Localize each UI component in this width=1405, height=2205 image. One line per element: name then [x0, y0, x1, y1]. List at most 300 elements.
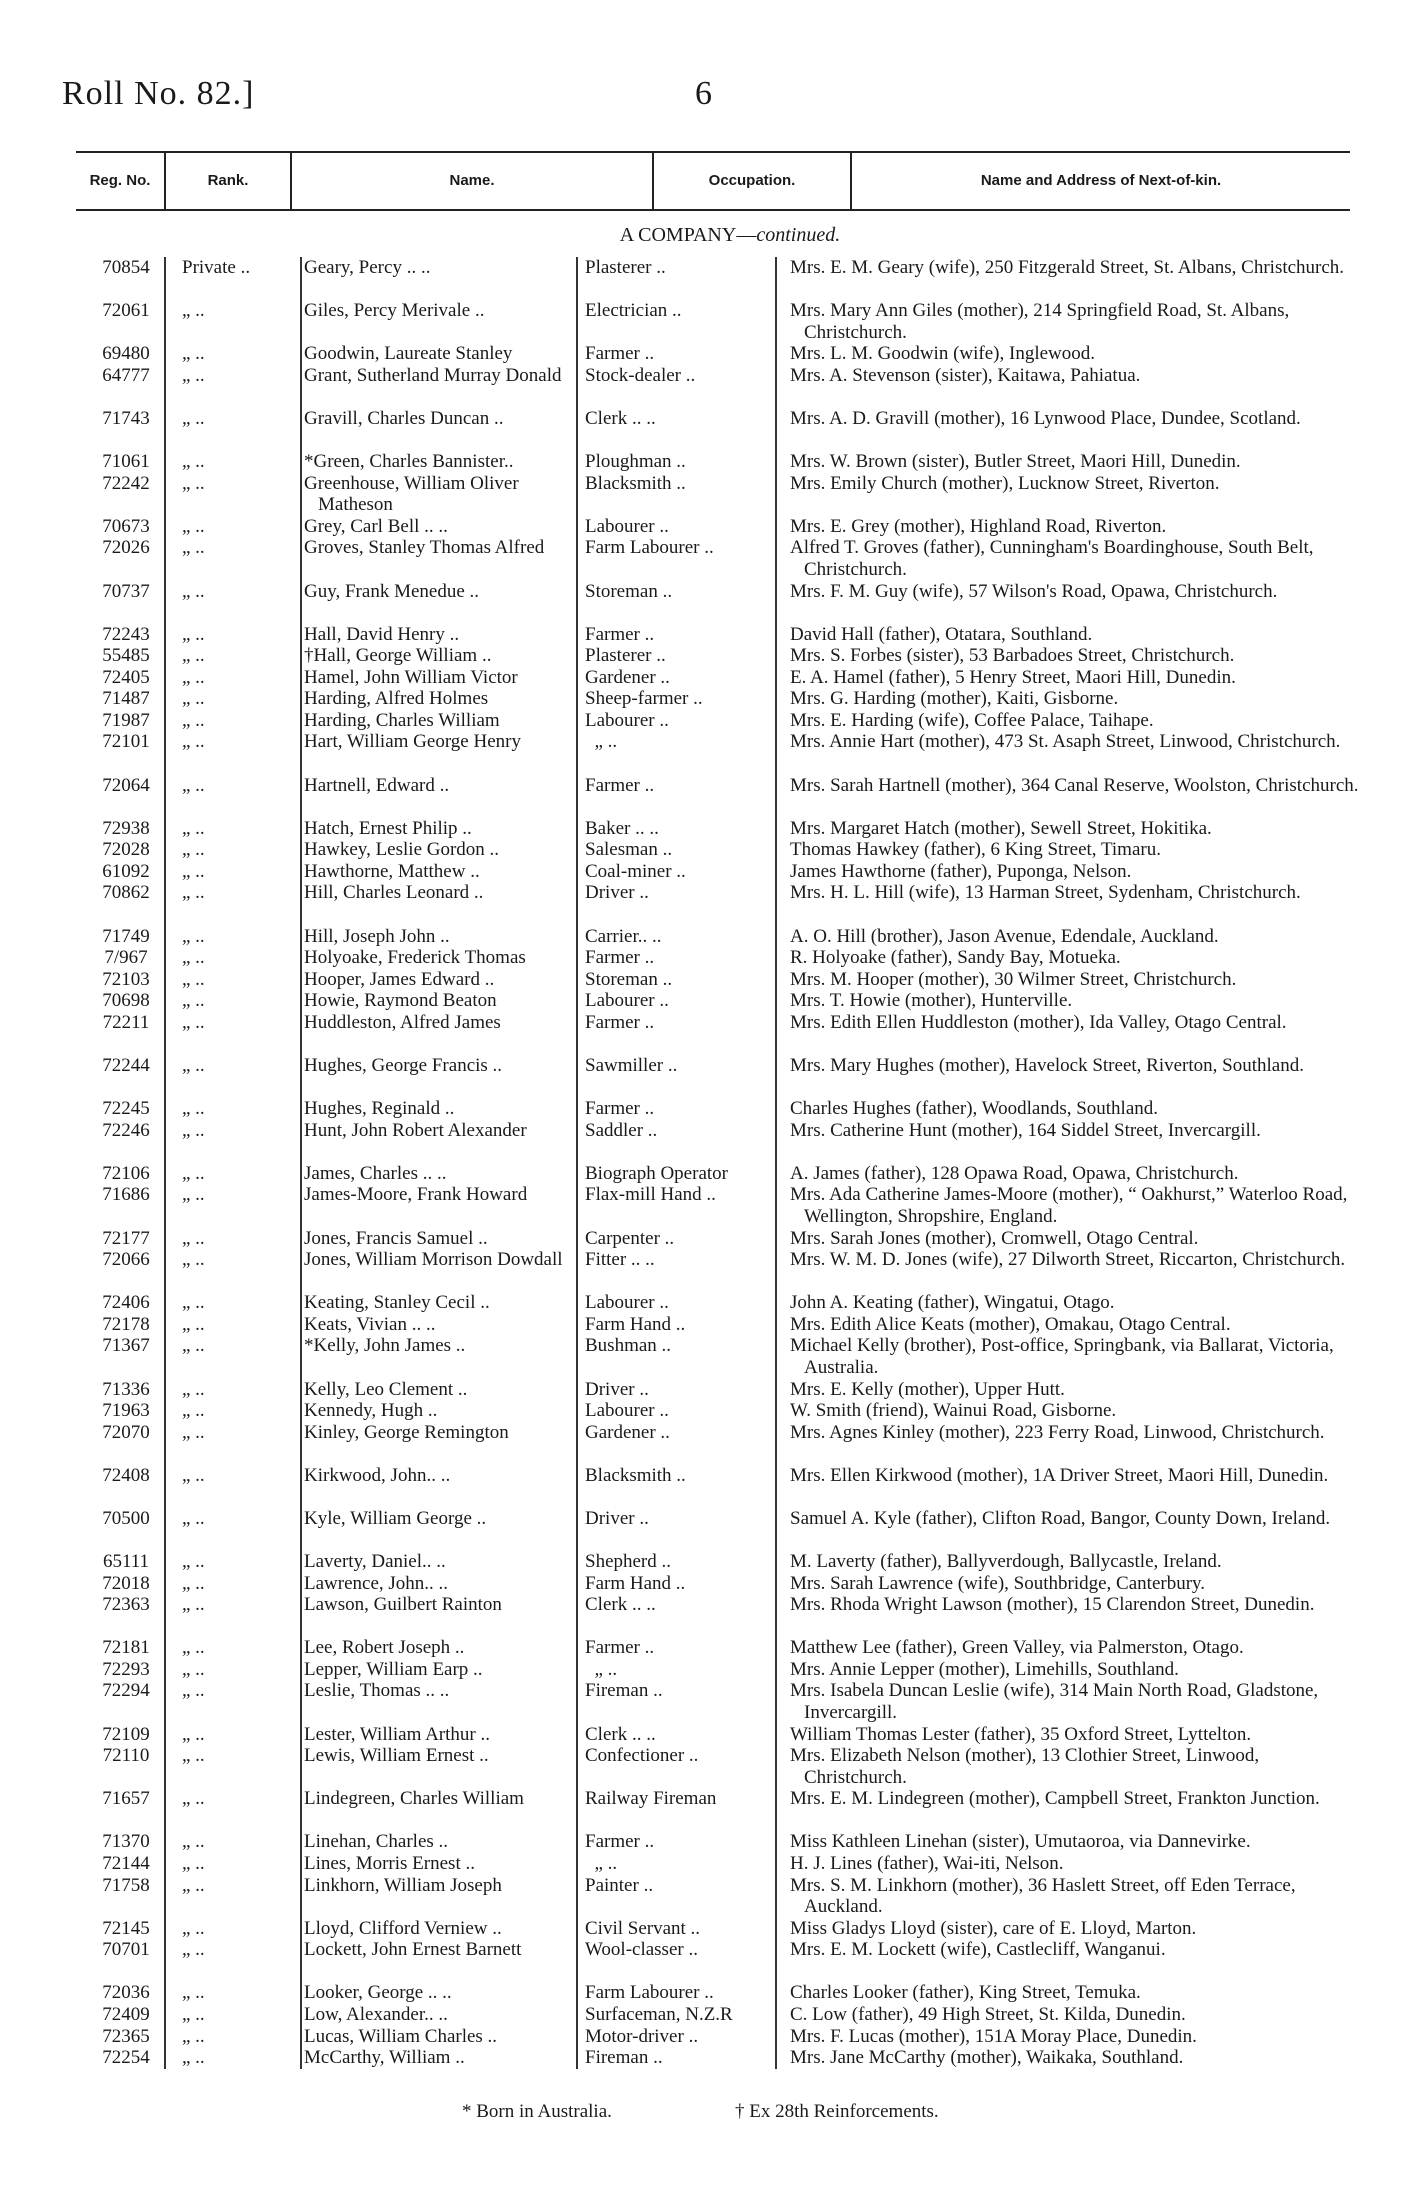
reg-no-cell: 72144 — [102, 1852, 150, 1874]
reg-no-cell: 71367 — [102, 1335, 150, 1357]
reg-no-cell: 72254 — [102, 2047, 150, 2069]
reg-no-cell: 72245 — [102, 1098, 150, 1120]
rank-cell: „ .. — [182, 1184, 205, 1206]
rank-cell: „ .. — [182, 1162, 205, 1184]
next-of-kin-cell: R. Holyoake (father), Sandy Bay, Motueka. — [790, 947, 1121, 969]
next-of-kin-cell: Mrs. G. Harding (mother), Kaiti, Gisborne. — [790, 688, 1119, 710]
rank-cell: „ .. — [182, 1594, 205, 1616]
name-cell: Keating, Stanley Cecil .. — [304, 1292, 490, 1314]
table-row — [0, 1184, 1405, 1227]
table-row — [0, 1335, 1405, 1378]
table-row — [0, 1724, 1405, 1746]
rank-cell: „ .. — [182, 860, 205, 882]
reg-no-cell: 70737 — [102, 580, 150, 602]
occupation-cell: Railway Fireman — [585, 1788, 717, 1810]
occupation-cell: Carrier.. .. — [585, 925, 662, 947]
next-of-kin-cell: Miss Kathleen Linehan (sister), Umutaoroa, via Dannevirke. — [790, 1831, 1251, 1853]
occupation-cell: Blacksmith .. — [585, 1464, 686, 1486]
next-of-kin-cell: Mrs. Sarah Hartnell (mother), 364 Canal Reserve, Woolston, Christchurch. — [790, 774, 1359, 796]
occupation-cell: Fireman .. — [585, 1680, 663, 1702]
table-row — [0, 645, 1405, 667]
reg-no-cell: 72243 — [102, 623, 150, 645]
reg-no-cell: 72409 — [102, 2003, 150, 2025]
rank-cell: „ .. — [182, 1421, 205, 1443]
table-row — [0, 1918, 1405, 1940]
occupation-cell: Gardener .. — [585, 666, 670, 688]
rank-cell: „ .. — [182, 300, 205, 322]
rank-cell: „ .. — [182, 1831, 205, 1853]
occupation-cell: Blacksmith .. — [585, 472, 686, 494]
occupation-cell: Farmer .. — [585, 1831, 655, 1853]
table-header — [76, 151, 1350, 211]
occupation-cell: Plasterer .. — [585, 257, 666, 278]
page-number: 6 — [695, 75, 712, 112]
next-of-kin-cell: Michael Kelly (brother), Post-office, Springbank, via Ballarat, Victoria, Australia. — [790, 1335, 1334, 1378]
name-cell: Keats, Vivian .. .. — [304, 1313, 436, 1335]
next-of-kin-cell: Mrs. Elizabeth Nelson (mother), 13 Clothier Street, Linwood, Christchurch. — [790, 1745, 1260, 1788]
name-cell: *Green, Charles Bannister.. — [304, 451, 514, 473]
table-row — [0, 926, 1405, 948]
next-of-kin-cell: Mrs. F. Lucas (mother), 151A Moray Place, Dunedin. — [790, 2025, 1197, 2047]
name-cell: Hughes, Reginald .. — [304, 1098, 455, 1120]
rank-cell: „ .. — [182, 1788, 205, 1810]
next-of-kin-cell: Mrs. A. D. Gravill (mother), 16 Lynwood Place, Dundee, Scotland. — [790, 407, 1301, 429]
reg-no-cell: 72408 — [102, 1464, 150, 1486]
name-cell: Lockett, John Ernest Barnett — [304, 1939, 522, 1961]
occupation-cell: Farm Labourer .. — [585, 1982, 714, 2004]
next-of-kin-cell: Thomas Hawkey (father), 6 King Street, Timaru. — [790, 839, 1161, 861]
next-of-kin-cell: A. James (father), 128 Opawa Road, Opawa, Christchurch. — [790, 1162, 1239, 1184]
table-row — [0, 1853, 1405, 1875]
name-cell: Greenhouse, William Oliver Matheson — [304, 472, 519, 516]
occupation-cell: Bushman .. — [585, 1335, 672, 1357]
table-row — [0, 1875, 1405, 1918]
table-row — [0, 1745, 1405, 1788]
occupation-cell: Labourer .. — [585, 515, 669, 537]
table-row — [0, 2004, 1405, 2026]
next-of-kin-cell: Mrs. Edith Ellen Huddleston (mother), Ida Valley, Otago Central. — [790, 1011, 1287, 1033]
rank-cell: „ .. — [182, 1011, 205, 1033]
name-cell: Leslie, Thomas .. .. — [304, 1680, 450, 1702]
occupation-cell: Labourer .. — [585, 709, 669, 731]
rank-cell: „ .. — [182, 1637, 205, 1659]
next-of-kin-cell: Mrs. E. M. Lindegreen (mother), Campbell Street, Frankton Junction. — [790, 1788, 1320, 1810]
occupation-cell: Electrician .. — [585, 300, 682, 322]
reg-no-cell: 71487 — [102, 688, 150, 710]
name-cell: James, Charles .. .. — [304, 1162, 447, 1184]
name-cell: Harding, Charles William — [304, 709, 500, 731]
reg-no-cell: 70854 — [102, 257, 150, 278]
next-of-kin-cell: Miss Gladys Lloyd (sister), care of E. Lloyd, Marton. — [790, 1917, 1197, 1939]
reg-no-cell: 72405 — [102, 666, 150, 688]
next-of-kin-cell: Mrs. S. Forbes (sister), 53 Barbadoes Street, Christchurch. — [790, 645, 1235, 667]
name-cell: Lester, William Arthur .. — [304, 1723, 490, 1745]
next-of-kin-cell: David Hall (father), Otatara, Southland. — [790, 623, 1093, 645]
rank-cell: „ .. — [182, 731, 205, 753]
name-cell: Goodwin, Laureate Stanley — [304, 343, 513, 365]
occupation-cell: Farmer .. — [585, 623, 655, 645]
name-cell: †Hall, George William .. — [304, 645, 492, 667]
reg-no-cell: 71758 — [102, 1874, 150, 1896]
header-rank: Rank. — [207, 172, 249, 189]
rank-cell: „ .. — [182, 1292, 205, 1314]
reg-no-cell: 71686 — [102, 1184, 150, 1206]
reg-no-cell: 55485 — [102, 645, 150, 667]
name-cell: Harding, Alfred Holmes — [304, 688, 489, 710]
name-cell: Hawthorne, Matthew .. — [304, 860, 480, 882]
name-cell: Lindegreen, Charles William — [304, 1788, 524, 1810]
next-of-kin-cell: Mrs. T. Howie (mother), Hunterville. — [790, 990, 1073, 1012]
next-of-kin-cell: Mrs. W. Brown (sister), Butler Street, Maori Hill, Dunedin. — [790, 451, 1241, 473]
occupation-cell: Painter .. — [585, 1874, 654, 1896]
name-cell: Hart, William George Henry — [304, 731, 521, 753]
occupation-cell: Clerk .. .. — [585, 407, 656, 429]
table-row — [0, 1163, 1405, 1185]
next-of-kin-cell: Matthew Lee (father), Green Valley, via Palmerston, Otago. — [790, 1637, 1244, 1659]
footnote-born-australia: * Born in Australia. — [462, 2101, 612, 2122]
occupation-cell: „ .. — [585, 731, 618, 753]
occupation-cell: Labourer .. — [585, 990, 669, 1012]
table-row — [0, 710, 1405, 732]
table-row — [0, 257, 1405, 300]
table-row — [0, 451, 1405, 473]
occupation-cell: Storeman .. — [585, 580, 673, 602]
header-name: Name. — [449, 172, 495, 189]
table-row — [0, 1680, 1405, 1723]
rank-cell: „ .. — [182, 990, 205, 1012]
reg-no-cell: 72070 — [102, 1421, 150, 1443]
name-cell: Hartnell, Edward .. — [304, 774, 450, 796]
rank-cell: „ .. — [182, 343, 205, 365]
rank-cell: „ .. — [182, 1054, 205, 1076]
occupation-cell: Biograph Operator — [585, 1162, 728, 1184]
rank-cell: „ .. — [182, 1723, 205, 1745]
table-row — [0, 473, 1405, 516]
occupation-cell: Gardener .. — [585, 1421, 670, 1443]
rank-cell: „ .. — [182, 451, 205, 473]
reg-no-cell: 72036 — [102, 1982, 150, 2004]
next-of-kin-cell: Mrs. E. Harding (wife), Coffee Palace, Taihape. — [790, 709, 1154, 731]
rank-cell: „ .. — [182, 968, 205, 990]
next-of-kin-cell: Mrs. E. Kelly (mother), Upper Hutt. — [790, 1378, 1065, 1400]
name-cell: Lloyd, Clifford Verniew .. — [304, 1917, 502, 1939]
next-of-kin-cell: Mrs. S. M. Linkhorn (mother), 36 Haslett Street, off Eden Terrace, Auckland. — [790, 1874, 1296, 1918]
name-cell: *Kelly, John James .. — [304, 1335, 466, 1357]
name-cell: Hill, Charles Leonard .. — [304, 882, 484, 904]
reg-no-cell: 72938 — [102, 817, 150, 839]
table-row — [0, 1400, 1405, 1422]
reg-no-cell: 72242 — [102, 472, 150, 494]
rank-cell: „ .. — [182, 1982, 205, 2004]
table-row — [0, 2026, 1405, 2048]
roll-number: Roll No. 82.] — [62, 75, 255, 112]
next-of-kin-cell: Mrs. E. M. Lockett (wife), Castlecliff, Wanganui. — [790, 1939, 1166, 1961]
occupation-cell: Labourer .. — [585, 1400, 669, 1422]
rank-cell: „ .. — [182, 1572, 205, 1594]
next-of-kin-cell: W. Smith (friend), Wainui Road, Gisborne. — [790, 1400, 1117, 1422]
table-row — [0, 300, 1405, 343]
reg-no-cell: 7/967 — [104, 947, 148, 969]
table-row — [0, 882, 1405, 925]
next-of-kin-cell: Mrs. E. Grey (mother), Highland Road, Riverton. — [790, 515, 1167, 537]
name-cell: Lepper, William Earp .. — [304, 1658, 483, 1680]
reg-no-cell: 71336 — [102, 1378, 150, 1400]
table-row — [0, 1939, 1405, 1982]
name-cell: Lines, Morris Ernest .. — [304, 1852, 475, 1874]
occupation-cell: Confectioner .. — [585, 1745, 699, 1767]
reg-no-cell: 72365 — [102, 2025, 150, 2047]
next-of-kin-cell: Mrs. Sarah Jones (mother), Cromwell, Otago Central. — [790, 1227, 1199, 1249]
name-cell: Hughes, George Francis .. — [304, 1054, 503, 1076]
occupation-cell: Civil Servant .. — [585, 1917, 701, 1939]
rank-cell: „ .. — [182, 1464, 205, 1486]
rank-cell: „ .. — [182, 623, 205, 645]
reg-no-cell: 72018 — [102, 1572, 150, 1594]
name-cell: Hill, Joseph John .. — [304, 925, 450, 947]
rank-cell: „ .. — [182, 882, 205, 904]
rank-cell: „ .. — [182, 774, 205, 796]
occupation-cell: Saddler .. — [585, 1119, 658, 1141]
name-cell: Kelly, Leo Clement .. — [304, 1378, 468, 1400]
table-row — [0, 1508, 1405, 1551]
name-cell: Linehan, Charles .. — [304, 1831, 449, 1853]
reg-no-cell: 70500 — [102, 1507, 150, 1529]
reg-no-cell: 70701 — [102, 1939, 150, 1961]
next-of-kin-cell: Mrs. A. Stevenson (sister), Kaitawa, Pahiatua. — [790, 364, 1141, 386]
occupation-cell: Ploughman .. — [585, 451, 686, 473]
rank-cell: „ .. — [182, 1227, 205, 1249]
table-row — [0, 1249, 1405, 1292]
rank-cell: „ .. — [182, 407, 205, 429]
rank-cell: „ .. — [182, 537, 205, 559]
section-title: A COMPANY— — [619, 224, 757, 246]
occupation-cell: Fitter .. .. — [585, 1249, 655, 1271]
name-cell: Geary, Percy .. .. — [304, 257, 431, 278]
next-of-kin-cell: Mrs. Annie Hart (mother), 473 St. Asaph Street, Linwood, Christchurch. — [790, 731, 1341, 753]
rank-cell: „ .. — [182, 2003, 205, 2025]
name-cell: James-Moore, Frank Howard — [304, 1184, 528, 1206]
reg-no-cell: 70862 — [102, 882, 150, 904]
occupation-cell: Clerk .. .. — [585, 1594, 656, 1616]
header-next-of-kin: Name and Address of Next-of-kin. — [980, 172, 1222, 189]
reg-no-cell: 72181 — [102, 1637, 150, 1659]
name-cell: Lucas, William Charles .. — [304, 2025, 498, 2047]
occupation-cell: Labourer .. — [585, 1292, 669, 1314]
table-row — [0, 947, 1405, 969]
next-of-kin-cell: Mrs. Edith Alice Keats (mother), Omakau, Otago Central. — [790, 1313, 1231, 1335]
occupation-cell: Surfaceman, N.Z.R — [585, 2003, 733, 2025]
rank-cell: „ .. — [182, 1249, 205, 1271]
next-of-kin-cell: Mrs. L. M. Goodwin (wife), Inglewood. — [790, 343, 1096, 365]
rank-cell: „ .. — [182, 817, 205, 839]
reg-no-cell: 72211 — [102, 1011, 150, 1033]
table-row — [0, 1228, 1405, 1250]
reg-no-cell: 71061 — [102, 451, 150, 473]
name-cell: Lewis, William Ernest .. — [304, 1745, 489, 1767]
name-cell: McCarthy, William .. — [304, 2047, 465, 2069]
table-row — [0, 408, 1405, 451]
name-cell: Gravill, Charles Duncan .. — [304, 407, 504, 429]
next-of-kin-cell: E. A. Hamel (father), 5 Henry Street, Maori Hill, Dunedin. — [790, 666, 1236, 688]
occupation-cell: Farmer .. — [585, 343, 655, 365]
occupation-cell: Salesman .. — [585, 839, 673, 861]
roll-table-body — [0, 257, 1405, 2069]
reg-no-cell: 70673 — [102, 515, 150, 537]
rank-cell: „ .. — [182, 1335, 205, 1357]
next-of-kin-cell: Mrs. Rhoda Wright Lawson (mother), 15 Clarendon Street, Dunedin. — [790, 1594, 1315, 1616]
occupation-cell: Farmer .. — [585, 1011, 655, 1033]
occupation-cell: Wool-classer .. — [585, 1939, 698, 1961]
occupation-cell: Stock-dealer .. — [585, 364, 696, 386]
table-row — [0, 1465, 1405, 1508]
reg-no-cell: 61092 — [102, 860, 150, 882]
table-row — [0, 1551, 1405, 1573]
name-cell: Hamel, John William Victor — [304, 666, 518, 688]
occupation-cell: Plasterer .. — [585, 645, 666, 667]
rank-cell: „ .. — [182, 1745, 205, 1767]
name-cell: Looker, George .. .. — [304, 1982, 452, 2004]
rank-cell: „ .. — [182, 1400, 205, 1422]
occupation-cell: Sheep-farmer .. — [585, 688, 703, 710]
next-of-kin-cell: Mrs. E. M. Geary (wife), 250 Fitzgerald Street, St. Albans, Christchurch. — [790, 257, 1345, 278]
occupation-cell: Driver .. — [585, 1378, 649, 1400]
next-of-kin-cell: Mrs. Agnes Kinley (mother), 223 Ferry Road, Linwood, Christchurch. — [790, 1421, 1325, 1443]
rank-cell: „ .. — [182, 1551, 205, 1573]
table-row — [0, 1594, 1405, 1637]
rank-cell: „ .. — [182, 839, 205, 861]
next-of-kin-cell: Mrs. Ada Catherine James-Moore (mother), “ Oakhurst,” Waterloo Road, Wellington, Shropshire, England. — [790, 1184, 1348, 1227]
next-of-kin-cell: James Hawthorne (father), Puponga, Nelson. — [790, 860, 1132, 882]
table-row — [0, 1573, 1405, 1595]
table-row — [0, 1292, 1405, 1314]
next-of-kin-cell: Mrs. Jane McCarthy (mother), Waikaka, Southland. — [790, 2047, 1184, 2069]
next-of-kin-cell: Mrs. W. M. D. Jones (wife), 27 Dilworth Street, Riccarton, Christchurch. — [790, 1249, 1346, 1271]
occupation-cell: Clerk .. .. — [585, 1723, 656, 1745]
table-row — [0, 1637, 1405, 1659]
table-row — [0, 775, 1405, 818]
reg-no-cell: 71749 — [102, 925, 150, 947]
rank-cell: „ .. — [182, 1852, 205, 1874]
name-cell: Giles, Percy Merivale .. — [304, 300, 485, 322]
rank-cell: „ .. — [182, 515, 205, 537]
next-of-kin-cell: John A. Keating (father), Wingatui, Otago. — [790, 1292, 1115, 1314]
reg-no-cell: 64777 — [102, 364, 150, 386]
table-row — [0, 624, 1405, 646]
name-cell: Huddleston, Alfred James — [304, 1011, 501, 1033]
reg-no-cell: 72026 — [102, 537, 150, 559]
occupation-cell: Coal-miner .. — [585, 860, 686, 882]
occupation-cell: Storeman .. — [585, 968, 673, 990]
rank-cell: „ .. — [182, 1939, 205, 1961]
name-cell: Guy, Frank Menedue .. — [304, 580, 480, 602]
reg-no-cell: 71963 — [102, 1400, 150, 1422]
name-cell: Hatch, Ernest Philip .. — [304, 817, 472, 839]
table-row — [0, 343, 1405, 365]
reg-no-cell: 72178 — [102, 1313, 150, 1335]
rank-cell: „ .. — [182, 947, 205, 969]
section-heading — [580, 224, 880, 247]
occupation-cell: „ .. — [585, 1658, 618, 1680]
rank-cell: „ .. — [182, 709, 205, 731]
table-row — [0, 1379, 1405, 1401]
reg-no-cell: 70698 — [102, 990, 150, 1012]
occupation-cell: Farm Labourer .. — [585, 537, 714, 559]
reg-no-cell: 69480 — [102, 343, 150, 365]
table-row — [0, 2047, 1405, 2069]
name-cell: Kinley, George Remington — [304, 1421, 509, 1443]
table-row — [0, 1422, 1405, 1465]
reg-no-cell: 72028 — [102, 839, 150, 861]
name-cell: Linkhorn, William Joseph — [304, 1874, 502, 1896]
next-of-kin-cell: Charles Looker (father), King Street, Temuka. — [790, 1982, 1141, 2004]
occupation-cell: Carpenter .. — [585, 1227, 675, 1249]
rank-cell: „ .. — [182, 1313, 205, 1335]
occupation-cell: Farmer .. — [585, 1637, 655, 1659]
reg-no-cell: 71743 — [102, 407, 150, 429]
name-cell: Hooper, James Edward .. — [304, 968, 495, 990]
reg-no-cell: 72363 — [102, 1594, 150, 1616]
table-row — [0, 1314, 1405, 1336]
name-cell: Jones, Francis Samuel .. — [304, 1227, 488, 1249]
next-of-kin-cell: Samuel A. Kyle (father), Clifton Road, Bangor, County Down, Ireland. — [790, 1507, 1331, 1529]
name-cell: Kennedy, Hugh .. — [304, 1400, 438, 1422]
name-cell: Howie, Raymond Beaton — [304, 990, 497, 1012]
table-row — [0, 581, 1405, 624]
next-of-kin-cell: Mrs. Mary Ann Giles (mother), 214 Springfield Road, St. Albans, Christchurch. — [790, 300, 1290, 343]
next-of-kin-cell: Mrs. Annie Lepper (mother), Limehills, Southland. — [790, 1658, 1179, 1680]
occupation-cell: Motor-driver .. — [585, 2025, 699, 2047]
next-of-kin-cell: Mrs. Emily Church (mother), Lucknow Street, Riverton. — [790, 472, 1220, 494]
footnote-reinforcements: † Ex 28th Reinforcements. — [735, 2101, 939, 2122]
table-row — [0, 516, 1405, 538]
reg-no-cell: 72101 — [102, 731, 150, 753]
next-of-kin-cell: Mrs. H. L. Hill (wife), 13 Harman Street, Sydenham, Christchurch. — [790, 882, 1301, 904]
table-row — [0, 1012, 1405, 1055]
rank-cell: „ .. — [182, 1098, 205, 1120]
rank-cell: „ .. — [182, 1874, 205, 1896]
occupation-cell: Farmer .. — [585, 947, 655, 969]
section-continued: continued. — [756, 224, 841, 246]
reg-no-cell: 71657 — [102, 1788, 150, 1810]
reg-no-cell: 72103 — [102, 968, 150, 990]
rank-cell: „ .. — [182, 2047, 205, 2069]
rank-cell: „ .. — [182, 364, 205, 386]
name-cell: Hawkey, Leslie Gordon .. — [304, 839, 500, 861]
name-cell: Holyoake, Frederick Thomas — [304, 947, 526, 969]
next-of-kin-cell: Mrs. M. Hooper (mother), 30 Wilmer Street, Christchurch. — [790, 968, 1237, 990]
name-cell: Hall, David Henry .. — [304, 623, 460, 645]
reg-no-cell: 72061 — [102, 300, 150, 322]
reg-no-cell: 72244 — [102, 1054, 150, 1076]
next-of-kin-cell: Mrs. Margaret Hatch (mother), Sewell Street, Hokitika. — [790, 817, 1212, 839]
name-cell: Laverty, Daniel.. .. — [304, 1551, 446, 1573]
occupation-cell: „ .. — [585, 1852, 618, 1874]
reg-no-cell: 72110 — [102, 1745, 150, 1767]
occupation-cell: Farmer .. — [585, 1098, 655, 1120]
reg-no-cell: 72294 — [102, 1680, 150, 1702]
name-cell: Kirkwood, John.. .. — [304, 1464, 451, 1486]
rank-cell: „ .. — [182, 666, 205, 688]
name-cell: Grey, Carl Bell .. .. — [304, 515, 448, 537]
reg-no-cell: 72106 — [102, 1162, 150, 1184]
rank-cell: „ .. — [182, 2025, 205, 2047]
table-row — [0, 818, 1405, 840]
table-row — [0, 1659, 1405, 1681]
next-of-kin-cell: Mrs. Mary Hughes (mother), Havelock Street, Riverton, Southland. — [790, 1054, 1304, 1076]
name-cell: Hunt, John Robert Alexander — [304, 1119, 527, 1141]
next-of-kin-cell: Mrs. Catherine Hunt (mother), 164 Siddel Street, Invercargill. — [790, 1119, 1261, 1141]
reg-no-cell: 72406 — [102, 1292, 150, 1314]
